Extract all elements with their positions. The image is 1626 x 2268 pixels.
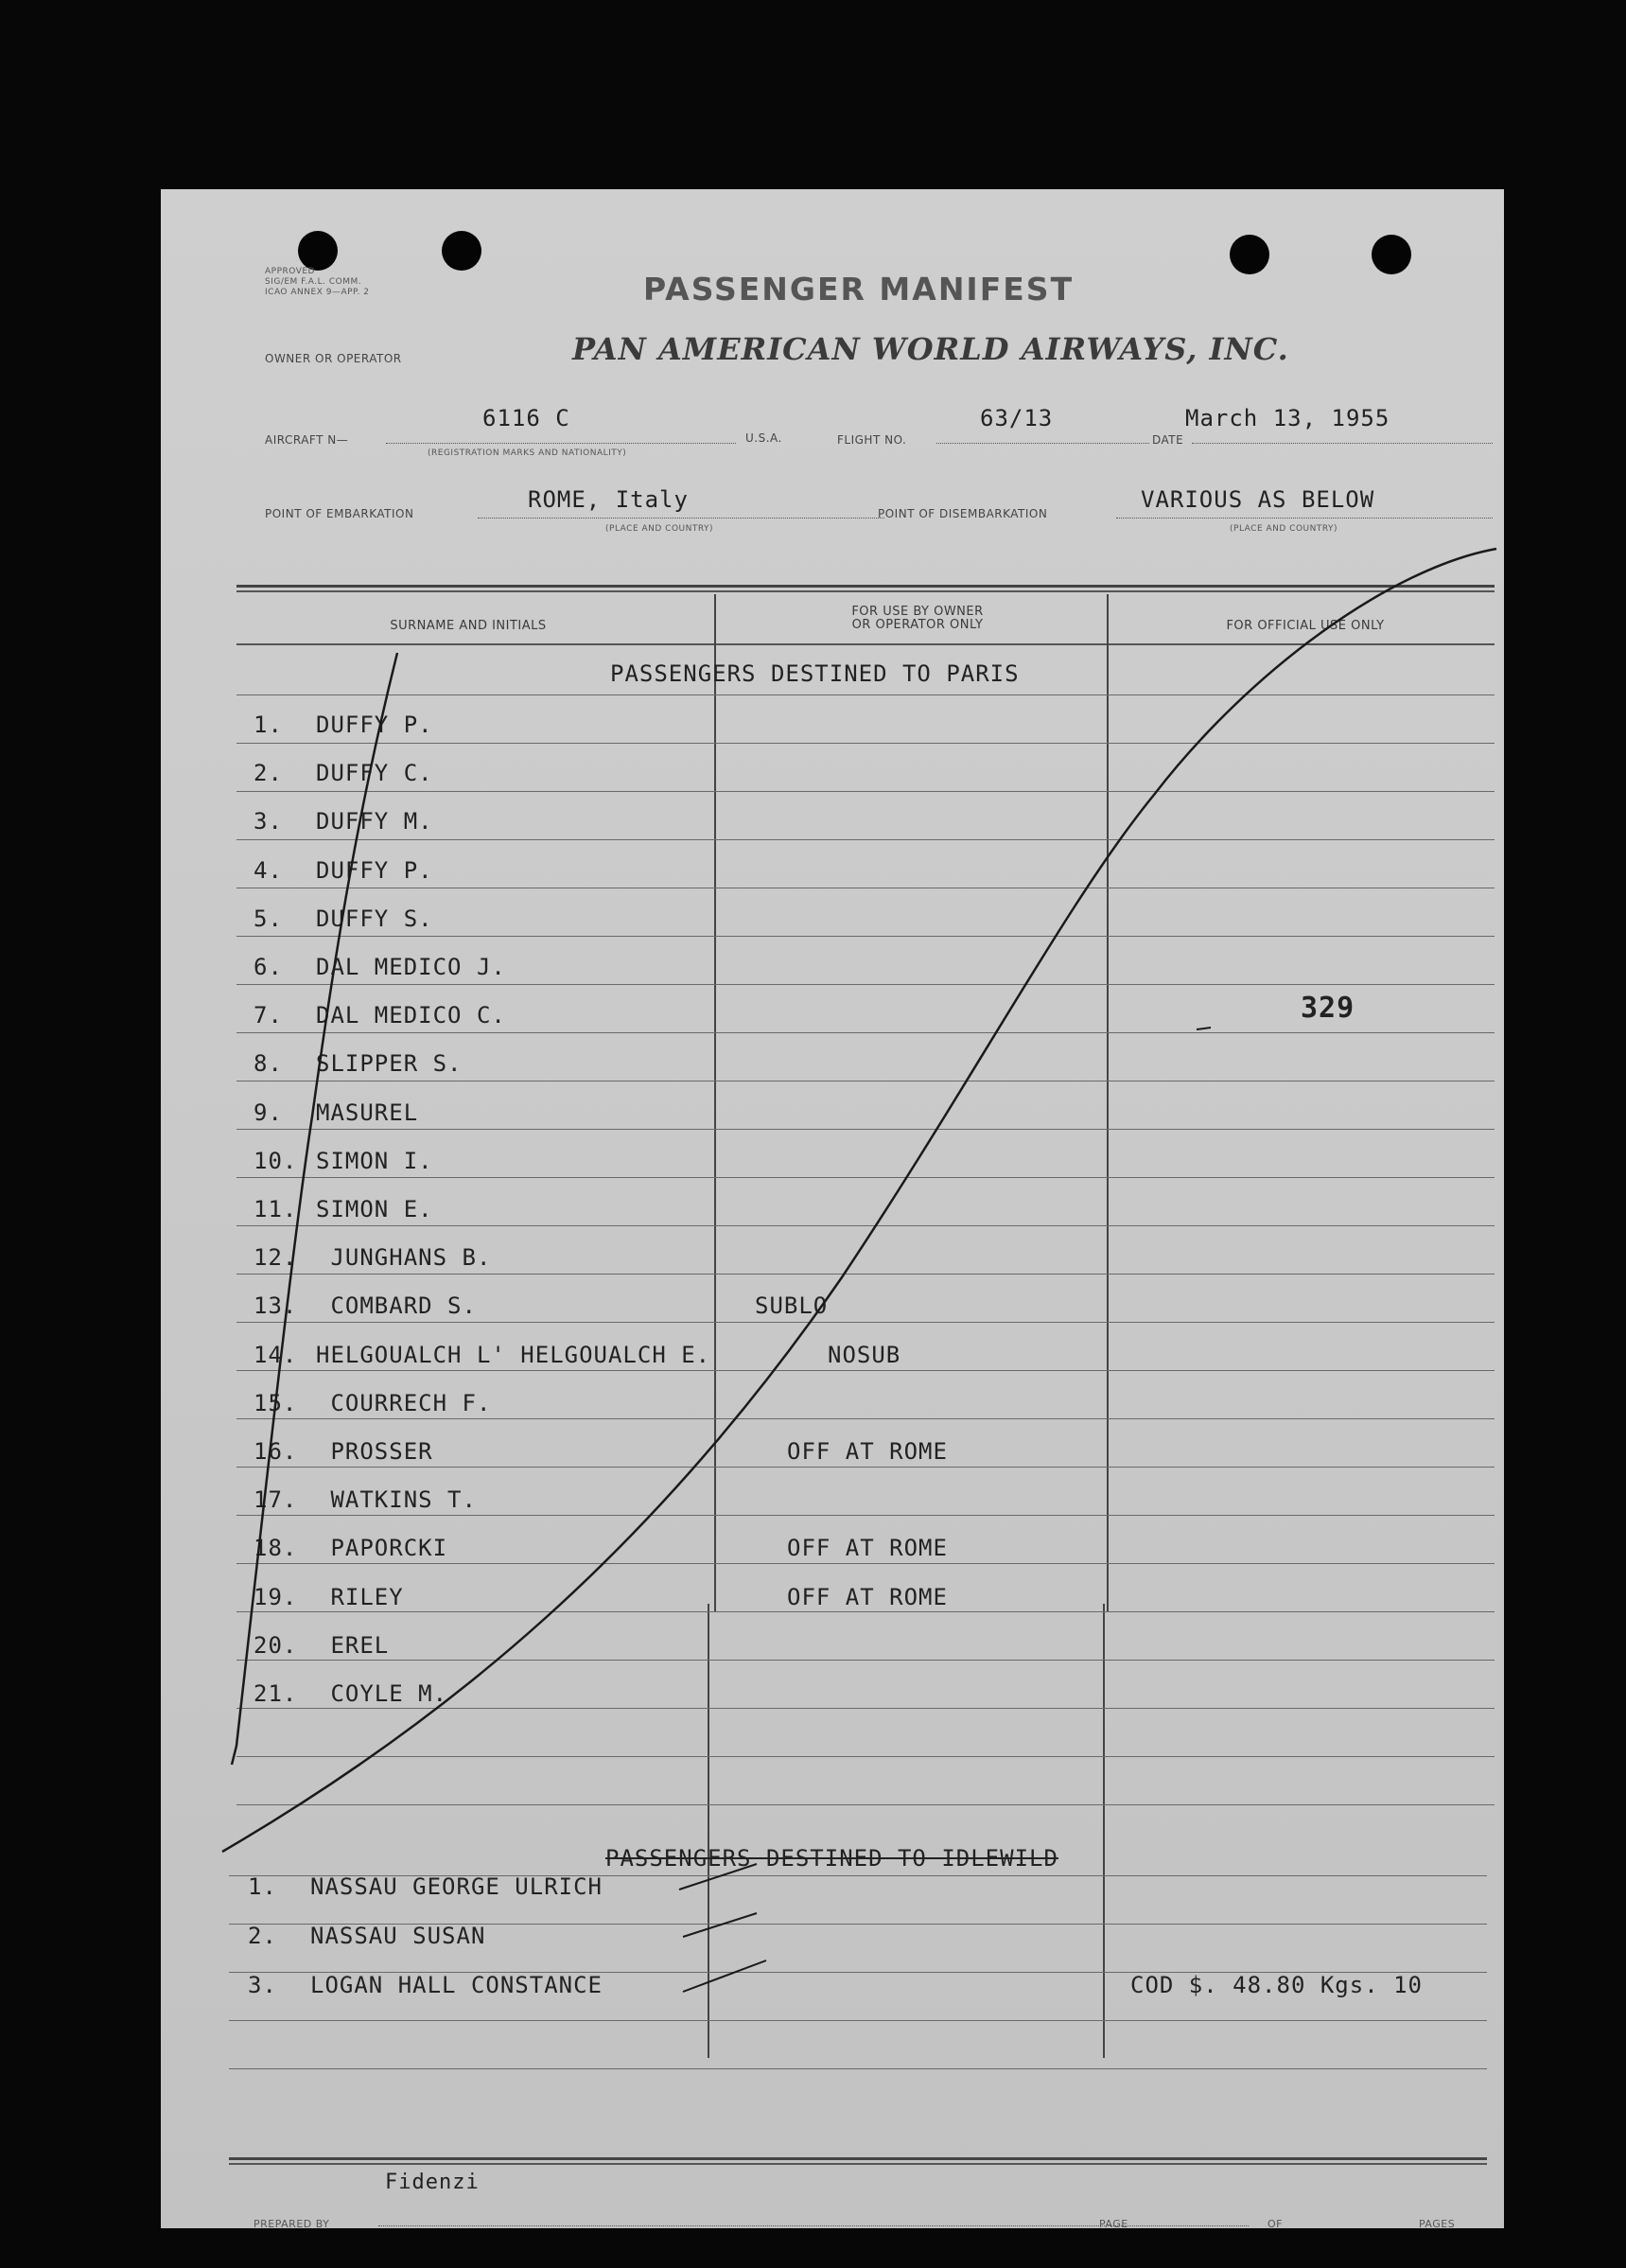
passenger-remark: NOSUB xyxy=(828,1341,901,1368)
passenger-name: SIMON E. xyxy=(316,1196,433,1222)
passenger-official-note: COD $. 48.80 Kgs. 10 xyxy=(1130,1972,1423,1998)
check-stroke-3 xyxy=(683,1960,766,1992)
passenger-name: DUFFY C. xyxy=(316,760,433,787)
passenger-name: PAPORCKI xyxy=(316,1535,448,1562)
flight-number: 63/13 xyxy=(980,405,1054,431)
pen-strokes xyxy=(161,189,1504,2228)
passenger-name: MASUREL xyxy=(316,1099,419,1126)
embarkation-point: ROME, Italy xyxy=(528,486,689,513)
aircraft-caption: (REGISTRATION MARKS AND NATIONALITY) xyxy=(428,448,627,458)
passenger-name: JUNGHANS B. xyxy=(316,1244,492,1272)
approval-line-1: APPROVED xyxy=(265,267,315,276)
passenger-number: 19. xyxy=(254,1583,298,1610)
passenger-remark: OFF AT ROME xyxy=(787,1583,948,1610)
passenger-name: SIMON I. xyxy=(316,1147,433,1174)
usa-label: U.S.A. xyxy=(745,431,782,445)
passenger-number: 2. xyxy=(254,760,283,787)
passenger-name: COURRECH F. xyxy=(316,1389,492,1416)
aircraft-registration: 6116 C xyxy=(482,405,570,431)
disembarkation-point: VARIOUS AS BELOW xyxy=(1141,486,1375,513)
passenger-number: 8. xyxy=(254,1050,283,1078)
passenger-name: NASSAU GEORGE ULRICH xyxy=(310,1873,603,1900)
flight-date: March 13, 1955 xyxy=(1185,405,1390,431)
passenger-number: 5. xyxy=(254,905,283,932)
passenger-name: WATKINS T. xyxy=(316,1486,477,1514)
passenger-name: COYLE M. xyxy=(316,1680,448,1707)
passenger-number: 17. xyxy=(254,1486,298,1514)
aircraft-label: AIRCRAFT N— xyxy=(265,433,349,447)
pages-label: PAGES xyxy=(1419,2218,1456,2230)
passenger-remark: SUBLO xyxy=(755,1292,829,1320)
passenger-number: 1. xyxy=(254,712,283,738)
idlewild-section-heading: PASSENGERS DESTINED TO IDLEWILD xyxy=(605,1845,1058,1872)
embarkation-caption: (PLACE AND COUNTRY) xyxy=(605,524,714,534)
passenger-number: 15. xyxy=(254,1389,298,1416)
manifest-sheet xyxy=(161,189,1504,2228)
passenger-number: 6. xyxy=(254,954,283,980)
passenger-name: SLIPPER S. xyxy=(316,1050,463,1078)
disembarkation-label: POINT OF DISEMBARKATION xyxy=(878,507,1048,520)
dash-mark xyxy=(1197,1028,1211,1029)
passenger-name: PROSSER xyxy=(316,1438,433,1465)
passenger-name: DUFFY P. xyxy=(316,712,433,738)
passenger-remark: OFF AT ROME xyxy=(787,1535,948,1562)
date-label: DATE xyxy=(1152,433,1184,447)
passenger-number: 11. xyxy=(254,1196,298,1222)
of-label: OF xyxy=(1268,2218,1283,2230)
check-stroke-2 xyxy=(683,1913,757,1937)
prepared-by-label: PREPARED BY xyxy=(254,2218,330,2230)
left-margin-stroke xyxy=(232,653,397,1765)
passenger-name: HELGOUALCH L' HELGOUALCH E. xyxy=(316,1341,711,1368)
passenger-name: DUFFY S. xyxy=(316,905,433,932)
passenger-name: EREL xyxy=(316,1631,390,1659)
passenger-number: 2. xyxy=(248,1923,277,1949)
passenger-number: 12. xyxy=(254,1244,298,1272)
operator-name: PAN AMERICAN WORLD AIRWAYS, INC. xyxy=(572,331,1289,367)
passenger-name: LOGAN HALL CONSTANCE xyxy=(310,1972,603,1998)
passenger-name: DAL MEDICO C. xyxy=(316,1002,506,1029)
prepared-by-value: Fidenzi xyxy=(385,2171,480,2194)
passenger-name: DUFFY M. xyxy=(316,808,433,835)
passenger-number: 14. xyxy=(254,1341,298,1368)
approval-line-2: SIG/EM F.A.L. COMM. xyxy=(265,277,362,287)
form-title: PASSENGER MANIFEST xyxy=(643,271,1075,308)
passenger-number: 18. xyxy=(254,1535,298,1562)
passenger-number: 7. xyxy=(254,1002,283,1029)
disembarkation-caption: (PLACE AND COUNTRY) xyxy=(1230,524,1338,534)
paris-section-heading: PASSENGERS DESTINED TO PARIS xyxy=(610,660,1020,687)
passenger-name: NASSAU SUSAN xyxy=(310,1923,486,1949)
passenger-name: COMBARD S. xyxy=(316,1292,477,1320)
passenger-number: 1. xyxy=(248,1873,277,1900)
passenger-name: DUFFY P. xyxy=(316,856,433,884)
passenger-number: 10. xyxy=(254,1147,298,1174)
embarkation-label: POINT OF EMBARKATION xyxy=(265,507,414,520)
column-header-owner-use-line-2: OR OPERATOR ONLY xyxy=(851,618,984,632)
column-header-surname: SURNAME AND INITIALS xyxy=(390,619,547,633)
flight-label: FLIGHT NO. xyxy=(837,433,907,447)
passenger-number: 13. xyxy=(254,1292,298,1320)
passenger-number: 9. xyxy=(254,1099,283,1126)
passenger-number: 4. xyxy=(254,856,283,884)
approval-line-3: ICAO ANNEX 9—APP. 2 xyxy=(265,288,370,297)
column-header-official: FOR OFFICIAL USE ONLY xyxy=(1226,619,1385,633)
passenger-number: 3. xyxy=(248,1972,277,1998)
column-header-owner-use-line-1: FOR USE BY OWNER xyxy=(851,605,984,619)
page-label: PAGE xyxy=(1099,2218,1128,2230)
owner-label: OWNER OR OPERATOR xyxy=(265,352,402,365)
passenger-number: 16. xyxy=(254,1438,298,1465)
passenger-number: 21. xyxy=(254,1680,298,1707)
check-stroke-1 xyxy=(679,1864,757,1890)
passenger-number: 20. xyxy=(254,1631,298,1659)
passenger-name: RILEY xyxy=(316,1583,404,1610)
diagonal-cancel-stroke xyxy=(222,549,1496,1852)
official-stamp-number: 329 xyxy=(1301,992,1355,1025)
passenger-remark: OFF AT ROME xyxy=(787,1438,948,1465)
passenger-name: DAL MEDICO J. xyxy=(316,954,506,980)
passenger-number: 3. xyxy=(254,808,283,835)
